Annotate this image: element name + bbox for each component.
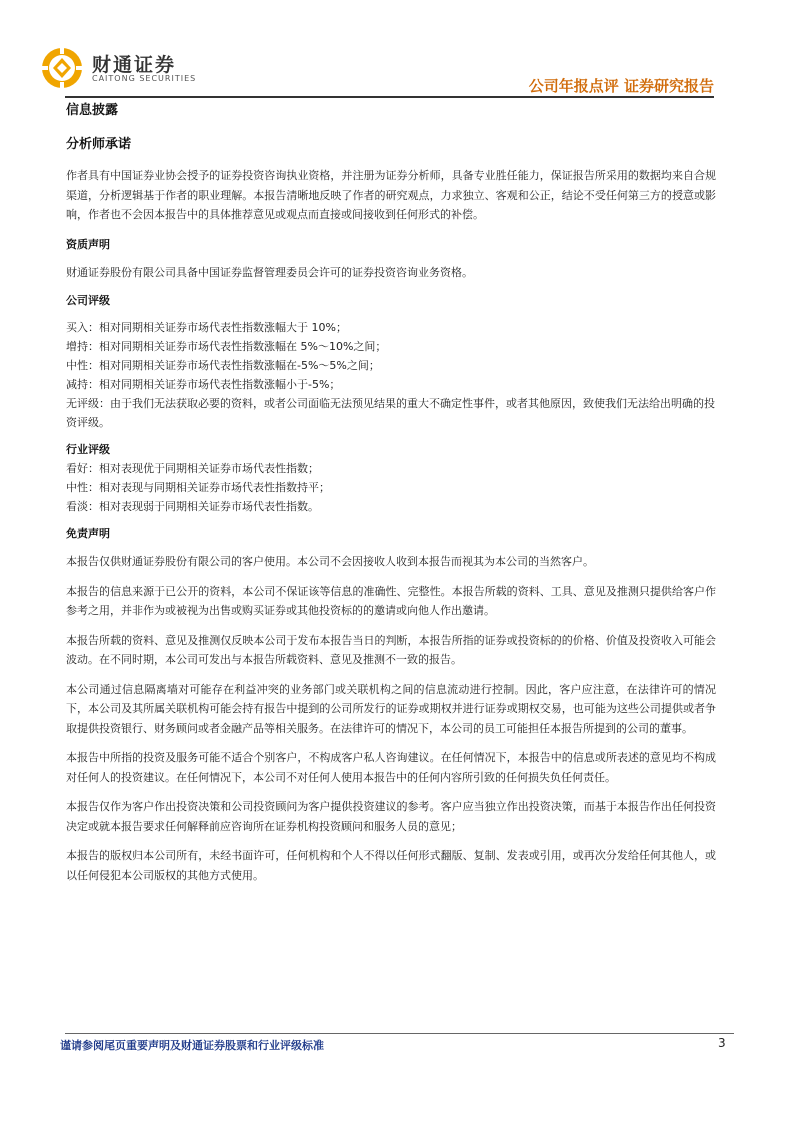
analyst-commitment-title: 分析师承诺 [66, 137, 132, 152]
company-rating-neutral: 中性：相对同期相关证券市场代表性指数涨幅在-5%～5%之间； [66, 359, 380, 372]
caitong-logo-icon [40, 46, 84, 90]
company-rating-underweight: 减持：相对同期相关证券市场代表性指数涨幅小于-5%； [66, 378, 341, 391]
info-disclosure-title: 信息披露 [66, 103, 119, 118]
analyst-commitment-text: 作者具有中国证券业协会授予的证券投资咨询执业资格，并注册为证券分析师，具备专业胜任能力，保证报告所采用的数据均来自合规渠道，分析逻辑基于作者的职业理解。本报告清晰地反映了作者的研究观点，力求独立、客观和公正，结论不受任何第三方的授意或影响，作者也不会因本报告中的具体推荐意见或观点而直接或间接收到任何形式的补偿。 [66, 169, 716, 221]
industry-rating-list [66, 459, 716, 516]
page-header [0, 0, 794, 100]
disclaimer-paragraph: 本报告的版权归本公司所有，未经书面许可，任何机构和个人不得以任何形式翻版、复制、发表或引用，或再次分发给任何其他人，或以任何侵犯本公司版权的其他方式使用。 [66, 849, 716, 882]
company-rating-buy: 买入：相对同期相关证券市场代表性指数涨幅大于 10%； [66, 321, 347, 334]
page-number: 3 [718, 1036, 726, 1050]
footer-divider [65, 1033, 734, 1034]
disclaimer-paragraph: 本报告所载的资料、意见及推测仅反映本公司于发布本报告当日的判断，本报告所指的证券或投资标的的价格、价值及投资收入可能会波动。在不同时期，本公司可发出与本报告所载资料、意见及推测不一致的报告。 [66, 633, 716, 666]
disclaimer-paragraph: 本报告中所指的投资及服务可能不适合个别客户，不构成客户私人咨询建议。在任何情况下，本报告中的信息或所表述的意见均不构成对任何人的投资建议。在任何情况下，本公司不对任何人使用本报告中的任何内容所引致的任何损失负任何责任。 [66, 751, 716, 784]
document-body [66, 100, 716, 885]
industry-rating-negative: 看淡：相对表现弱于同期相关证券市场代表性指数。 [66, 500, 319, 513]
disclaimer-paragraph: 本报告仅供财通证券股份有限公司的客户使用。本公司不会因接收人收到本报告而视其为本公司的当然客户。 [66, 555, 594, 568]
company-rating-title: 公司评级 [66, 294, 110, 307]
report-type-label: 公司年报点评 证券研究报告 [528, 77, 714, 95]
industry-rating-neutral: 中性：相对表现与同期相关证券市场代表性指数持平； [66, 481, 330, 494]
company-rating-overweight: 增持：相对同期相关证券市场代表性指数涨幅在 5%～10%之间； [66, 340, 387, 353]
company-rating-unrated: 无评级：由于我们无法获取必要的资料，或者公司面临无法预见结果的重大不确定性事件，或者其他原因，致使我们无法给出明确的投资评级。 [66, 397, 715, 429]
disclaimer-paragraph: 本公司通过信息隔离墙对可能存在利益冲突的业务部门或关联机构之间的信息流动进行控制。因此，客户应注意，在法律许可的情况下，本公司及其所属关联机构可能会持有报告中提到的公司所发行的证券或期权并进行证券或期权交易，也可能为这些公司提供或者争取提供投资银行、财务顾问或者金融产品等相关服务。在法律许可的情况下，本公司的员工可能担任本报告所提到的公司的董事。 [66, 682, 716, 735]
industry-rating-positive: 看好：相对表现优于同期相关证券市场代表性指数； [66, 462, 319, 475]
qualification-title: 资质声明 [66, 237, 110, 251]
qualification-text: 财通证券股份有限公司具备中国证券监督管理委员会许可的证券投资咨询业务资格。 [66, 265, 473, 279]
disclaimer-title: 免责声明 [66, 527, 110, 540]
header-divider [65, 96, 714, 98]
company-rating-list [66, 318, 716, 432]
logo-chinese-name: 财通证券 [92, 54, 177, 76]
disclaimer-paragraph: 本报告仅作为客户作出投资决策和公司投资顾问为客户提供投资建议的参考。客户应当独立作出投资决策，而基于本报告作出任何投资决定或就本报告要求任何解释前应咨询所在证券机构投资顾问和服务人员的意见； [66, 800, 716, 833]
logo-english-name: CAITONG SECURITIES [92, 74, 197, 83]
footer-notice: 谨请参阅尾页重要声明及财通证券股票和行业评级标准 [60, 1039, 324, 1052]
disclaimer-paragraph: 本报告的信息来源于已公开的资料，本公司不保证该等信息的准确性、完整性。本报告所载的资料、工具、意见及推测只提供给客户作参考之用，并非作为或被视为出售或购买证券或其他投资标的的邀请或向他人作出邀请。 [66, 584, 716, 617]
industry-rating-title: 行业评级 [66, 443, 110, 456]
